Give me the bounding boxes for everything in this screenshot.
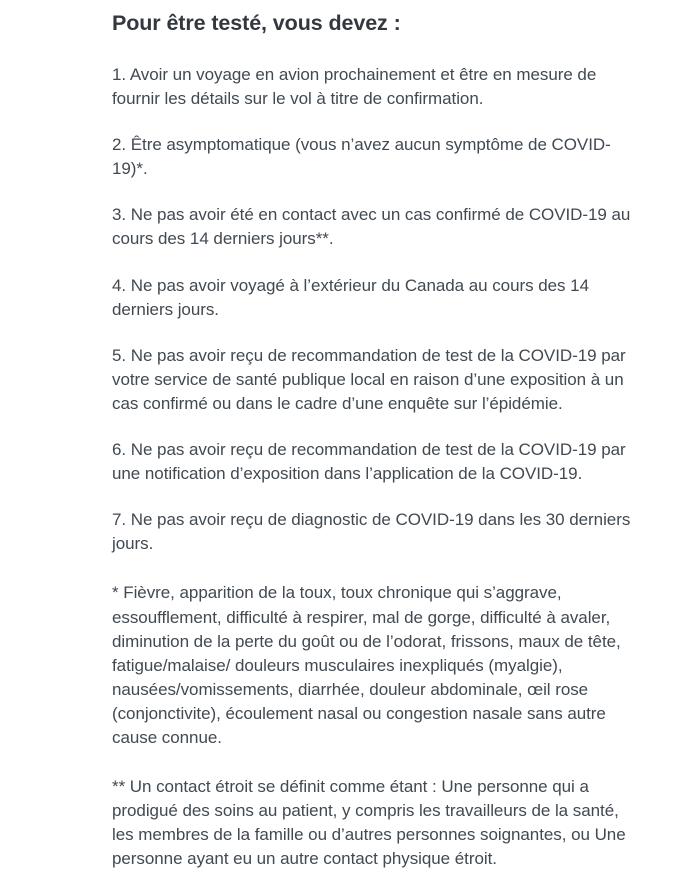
requirement-text-3: 3. Ne pas avoir été en contact avec un cas confirmé de COVID-19 au cours des 14 derniers jours**. (112, 205, 631, 249)
item-spacer (112, 252, 632, 274)
footnote-symptoms: * Fièvre, apparition de la toux, toux chronique qui s’aggrave, essoufflement, difficulté à respirer, mal de gorge, difficulté à avaler, diminution de la perte du goût ou de l’odorat, frissons, maux de tête, fatigue/malaise/ douleurs musculaires inexpliqués (myalgie), nausées/vomissements, diarrhée, douleur abdominale, œil rose (conjonctivite), écoulement nasal ou congestion nasale sans autre cause connue. (112, 583, 621, 747)
list-item (112, 63, 632, 111)
footnote-close-contact: ** Un contact étroit se définit comme étant : Une personne qui a prodigué des soins au patient, y compris les travailleurs de la santé, les membres de la famille ou d’autres personnes soignantes, ou Une personne ayant eu un autre contact physique étroit. (112, 777, 626, 869)
list-item (112, 274, 632, 322)
list-item (112, 203, 632, 251)
requirement-text-4: 4. Ne pas avoir voyagé à l’extérieur du Canada au cours des 14 derniers jours. (112, 275, 589, 319)
requirement-text-7: 7. Ne pas avoir reçu de diagnostic de COVID-19 dans les 30 derniers jours. (112, 510, 631, 554)
item-spacer (112, 322, 632, 344)
list-item (112, 508, 632, 556)
requirement-text-6: 6. Ne pas avoir reçu de recommandation de test de la COVID-19 par une notification d’exposition dans l’application de la COVID-19. (112, 440, 626, 484)
requirement-text-2: 2. Être asymptomatique (vous n’avez aucun symptôme de COVID-19)*. (112, 135, 611, 179)
item-spacer (112, 486, 632, 508)
footnote-spacer (112, 556, 632, 581)
item-spacer (112, 181, 632, 203)
list-item (112, 344, 632, 416)
requirement-text-1: 1. Avoir un voyage en avion prochainement et être en mesure de fournir les détails sur le vol à titre de confirmation. (112, 65, 597, 109)
list-item (112, 133, 632, 181)
item-spacer (112, 111, 632, 133)
heading-spacer (112, 38, 632, 63)
requirements-list (112, 63, 632, 556)
list-item (112, 438, 632, 486)
requirement-text-5: 5. Ne pas avoir reçu de recommandation de test de la COVID-19 par votre service de santé publique local en raison d’une exposition à un cas confirmé ou dans le cadre d’une enquête sur l’épidémie. (112, 345, 626, 413)
page-title: Pour être testé, vous devez : (112, 11, 401, 35)
footnote-spacer (112, 750, 632, 775)
item-spacer (112, 416, 632, 438)
